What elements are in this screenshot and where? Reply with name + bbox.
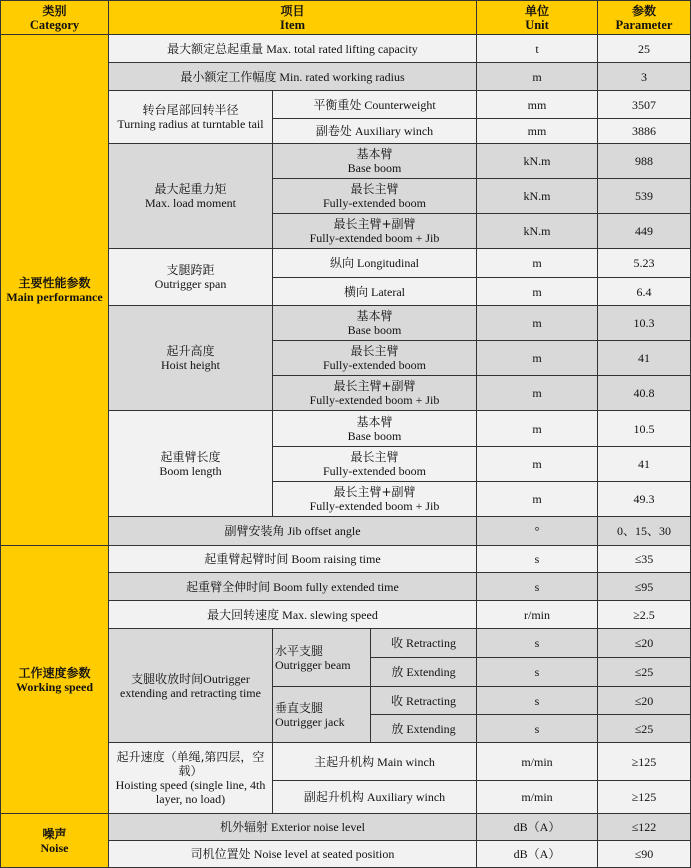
unit: mm: [477, 91, 598, 119]
item-cn: 最长主臂: [350, 450, 399, 464]
unit: m/min: [477, 781, 598, 814]
item-cn: 起重臂全伸时间: [186, 579, 271, 594]
item: [273, 119, 477, 144]
unit: m/min: [477, 743, 598, 781]
item-en: Base boom: [347, 428, 402, 443]
value: ≥2.5: [598, 601, 691, 629]
header-param-cn: 参数: [631, 3, 656, 18]
item-cn: 收: [391, 636, 404, 650]
value: ≤95: [598, 573, 691, 601]
item-en: Min. rated working radius: [279, 69, 405, 84]
group-hoisting-speed: [109, 743, 273, 814]
category-main: [1, 35, 109, 546]
item-cn: 收: [391, 693, 404, 708]
item: [273, 376, 477, 411]
category-speed-en: Working speed: [15, 679, 93, 694]
item-cn: 最大额定总起重量: [167, 41, 264, 56]
item-en: Fully-extended boom: [323, 196, 426, 210]
category-noise-cn: 噪声: [42, 826, 67, 841]
unit: s: [477, 687, 598, 715]
item-en: Lateral: [371, 284, 405, 299]
item-cn: 基本臂: [356, 147, 393, 161]
item-en: Auxiliary winch: [354, 124, 434, 138]
item-en: Fully-extended boom + Jib: [309, 393, 440, 407]
item-en: Jib offset angle: [287, 524, 361, 538]
item: [371, 715, 477, 743]
group-cn: 起升高度: [166, 344, 215, 358]
value: 0、15、30: [598, 517, 691, 546]
group-turning-radius: [109, 91, 273, 144]
item-en: Counterweight: [364, 97, 436, 112]
unit: s: [477, 546, 598, 573]
unit: r/min: [477, 601, 598, 629]
value: 988: [598, 144, 691, 179]
item: [273, 214, 477, 249]
unit: t: [477, 35, 598, 63]
item-en: Noise level at seated position: [253, 847, 395, 861]
category-speed-cn: 工作速度参数: [18, 665, 91, 680]
category-noise: [1, 814, 109, 868]
item: [273, 482, 477, 517]
item-cn: 纵向: [329, 256, 354, 270]
item-en: Boom fully extended time: [273, 579, 399, 594]
subgroup-outrigger-jack: [273, 687, 371, 743]
category-main-cn: 主要性能参数: [18, 276, 91, 290]
item-cn: 最长主臂+副臂: [333, 379, 416, 393]
unit: kN.m: [477, 214, 598, 249]
item: [273, 306, 477, 341]
value: 3: [598, 63, 691, 91]
header-unit-en: Unit: [525, 17, 549, 32]
value: 539: [598, 179, 691, 214]
item: [109, 35, 477, 63]
value: 449: [598, 214, 691, 249]
unit: mm: [477, 119, 598, 144]
header-parameter: [598, 1, 691, 35]
value: ≥125: [598, 781, 691, 814]
table-row: [1, 35, 691, 63]
item-cn: 基本臂: [356, 414, 393, 429]
item-cn: 平衡重处: [313, 97, 362, 112]
item-en: Longitudinal: [357, 256, 419, 270]
item: [371, 629, 477, 658]
category-working-speed: [1, 546, 109, 814]
header-category: [1, 1, 109, 35]
unit: m: [477, 278, 598, 306]
unit: s: [477, 573, 598, 601]
unit: m: [477, 63, 598, 91]
item-cn: 副卷处: [315, 124, 352, 138]
header-item-en: Item: [280, 17, 305, 32]
item-cn: 最长主臂+副臂: [333, 217, 416, 231]
value: ≤25: [598, 715, 691, 743]
value: 10.3: [598, 306, 691, 341]
item: [109, 517, 477, 546]
item-cn: 起重臂起臂时间: [204, 552, 289, 566]
group-hoist-height: [109, 306, 273, 411]
value: ≤122: [598, 814, 691, 841]
item-en: Retracting: [406, 693, 456, 708]
unit: m: [477, 482, 598, 517]
category-noise-en: Noise: [40, 840, 69, 855]
group-cn: 转台尾部回转半径: [142, 103, 239, 117]
group-en: Boom length: [159, 463, 222, 478]
item: [273, 278, 477, 306]
group-en: Hoisting speed (single line, 4th layer, no load): [115, 778, 266, 806]
group-cn: 起升速度（单绳,第四层，空载）: [116, 750, 265, 778]
group-boom-length: [109, 411, 273, 517]
group-outrigger-span: [109, 249, 273, 306]
header-unit: [477, 1, 598, 35]
item-cn: 主起升机构: [314, 754, 375, 769]
header-category-cn: 类别: [42, 3, 67, 18]
item-cn: 最长主臂: [350, 344, 399, 358]
value: 40.8: [598, 376, 691, 411]
item-en: Base boom: [347, 161, 402, 175]
item-cn: 放: [391, 721, 404, 736]
item-en: Fully-extended boom: [323, 358, 426, 372]
value: 3507: [598, 91, 691, 119]
item-cn: 副臂安装角: [224, 524, 285, 538]
unit: s: [477, 715, 598, 743]
unit: m: [477, 306, 598, 341]
unit: m: [477, 447, 598, 482]
item-en: Auxiliary winch: [366, 790, 446, 804]
item: [109, 601, 477, 629]
item-cn: 最长主臂: [350, 182, 399, 196]
item: [273, 781, 477, 814]
item: [109, 841, 477, 868]
item-en: Main winch: [377, 754, 435, 769]
unit: m: [477, 411, 598, 447]
value: 5.23: [598, 249, 691, 278]
unit: m: [477, 376, 598, 411]
unit: °: [477, 517, 598, 546]
item: [273, 179, 477, 214]
item: [273, 447, 477, 482]
item: [371, 687, 477, 715]
group-en: Hoist height: [161, 358, 220, 372]
header-category-en: Category: [29, 17, 80, 32]
item-cn: 横向: [344, 284, 369, 299]
item: [273, 743, 477, 781]
value: 41: [598, 341, 691, 376]
item: [273, 341, 477, 376]
value: ≤25: [598, 658, 691, 687]
unit: dB（A）: [477, 841, 598, 868]
unit: m: [477, 249, 598, 278]
header-param-en: Parameter: [615, 17, 673, 32]
item: [109, 546, 477, 573]
unit: s: [477, 629, 598, 658]
subgroup-en: Outrigger jack: [275, 714, 345, 729]
item: [273, 411, 477, 447]
item-cn: 副起升机构: [303, 790, 364, 804]
subgroup-cn: 水平支腿: [275, 643, 324, 658]
group-load-moment: [109, 144, 273, 249]
table-row: [1, 546, 691, 573]
group-cn: 起重臂长度: [160, 449, 221, 464]
unit: s: [477, 658, 598, 687]
group-cn: 最大起重力矩: [154, 182, 227, 196]
value: 25: [598, 35, 691, 63]
group-cn: 支腿收放时间: [131, 671, 204, 686]
unit: kN.m: [477, 144, 598, 179]
value: ≤20: [598, 687, 691, 715]
subgroup-cn: 垂直支腿: [275, 700, 324, 715]
unit: kN.m: [477, 179, 598, 214]
item-cn: 机外辐射: [220, 820, 269, 834]
item-cn: 放: [391, 665, 404, 679]
item-en: Retracting: [406, 636, 456, 650]
item-cn: 基本臂: [356, 309, 393, 323]
value: ≤20: [598, 629, 691, 658]
group-en: Max. load moment: [145, 196, 236, 210]
value: 41: [598, 447, 691, 482]
unit: m: [477, 341, 598, 376]
item-en: Base boom: [347, 323, 402, 337]
item-en: Extending: [406, 665, 456, 679]
group-cn: 支腿跨距: [166, 263, 215, 277]
value: 6.4: [598, 278, 691, 306]
item-en: Fully-extended boom + Jib: [309, 231, 440, 245]
item-cn: 最小额定工作幅度: [180, 69, 277, 84]
group-outrigger-time: [109, 629, 273, 743]
value: ≤35: [598, 546, 691, 573]
item: [109, 573, 477, 601]
subgroup-outrigger-beam: [273, 629, 371, 687]
value: ≤90: [598, 841, 691, 868]
value: 10.5: [598, 411, 691, 447]
group-en: Turning radius at turntable tail: [117, 117, 264, 131]
item: [371, 658, 477, 687]
header-item-cn: 项目: [280, 3, 305, 18]
item-en: Extending: [406, 721, 456, 736]
item-en: Fully-extended boom: [323, 464, 426, 478]
item-en: Exterior noise level: [271, 820, 365, 834]
item-cn: 最大回转速度: [207, 607, 280, 622]
unit: dB（A）: [477, 814, 598, 841]
header-item: [109, 1, 477, 35]
value: 3886: [598, 119, 691, 144]
group-en: Outrigger span: [154, 277, 227, 291]
value: ≥125: [598, 743, 691, 781]
item-en: Max. slewing speed: [282, 607, 378, 622]
item-cn: 最长主臂+副臂: [333, 485, 416, 499]
item: [273, 249, 477, 278]
item-en: Boom raising time: [291, 552, 381, 566]
category-main-en: Main performance: [6, 290, 103, 304]
value: 49.3: [598, 482, 691, 517]
item: [109, 63, 477, 91]
subgroup-en: Outrigger beam: [275, 657, 351, 672]
header-unit-cn: 单位: [524, 3, 549, 18]
table-row: [1, 814, 691, 841]
item-en: Max. total rated lifting capacity: [266, 41, 418, 56]
item-cn: 司机位置处: [190, 847, 251, 861]
item: [273, 91, 477, 119]
item-en: Fully-extended boom + Jib: [309, 499, 440, 513]
item: [273, 144, 477, 179]
group-en: Outrigger extending and retracting time: [120, 671, 261, 700]
item: [109, 814, 477, 841]
